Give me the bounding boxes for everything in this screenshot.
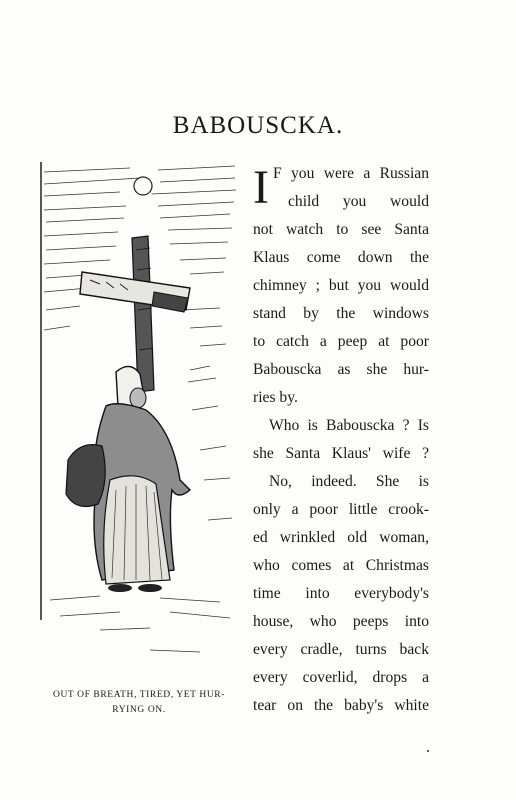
text-line: chimney ; but you would: [253, 277, 429, 294]
text-line: every coverlid, drops a: [253, 669, 429, 686]
text-line: house, who peeps into: [253, 613, 429, 630]
text-line: every cradle, turns back: [253, 641, 429, 658]
text-line: Who is Babouscka ? Is: [269, 417, 429, 434]
text-line: ries by.: [253, 389, 298, 406]
illustration-woman-at-cross: [40, 160, 238, 680]
text-line: not watch to see Santa: [253, 221, 429, 238]
text-line: to catch a peep at poor: [253, 333, 429, 350]
text-line: who comes at Christmas: [253, 557, 429, 574]
text-line: Klaus come down the: [253, 249, 429, 266]
text-line: only a poor little crook-: [253, 501, 429, 518]
text-line: Babouscka as she hur-: [253, 361, 429, 378]
caption-line: RYING ON.: [112, 705, 166, 715]
body-text: [253, 160, 429, 720]
text-line: tear on the baby's white: [253, 697, 429, 714]
text-line: child you would: [288, 193, 429, 210]
text-line: No, indeed. She is: [269, 473, 429, 490]
text-line: F you were a Russian: [273, 165, 429, 182]
page-speck: [427, 750, 429, 752]
page-title: BABOUSCKA.: [172, 112, 344, 139]
text-line: ed wrinkled old woman,: [253, 529, 429, 546]
drop-cap: I: [253, 161, 269, 214]
illustration-caption: [28, 688, 250, 718]
text-line: stand by the windows: [253, 305, 429, 322]
caption-line: OUT OF BREATH, TIRED, YET HUR-: [52, 690, 226, 700]
text-line: time into everybody's: [253, 585, 429, 602]
text-line: she Santa Klaus' wife ?: [253, 445, 429, 462]
